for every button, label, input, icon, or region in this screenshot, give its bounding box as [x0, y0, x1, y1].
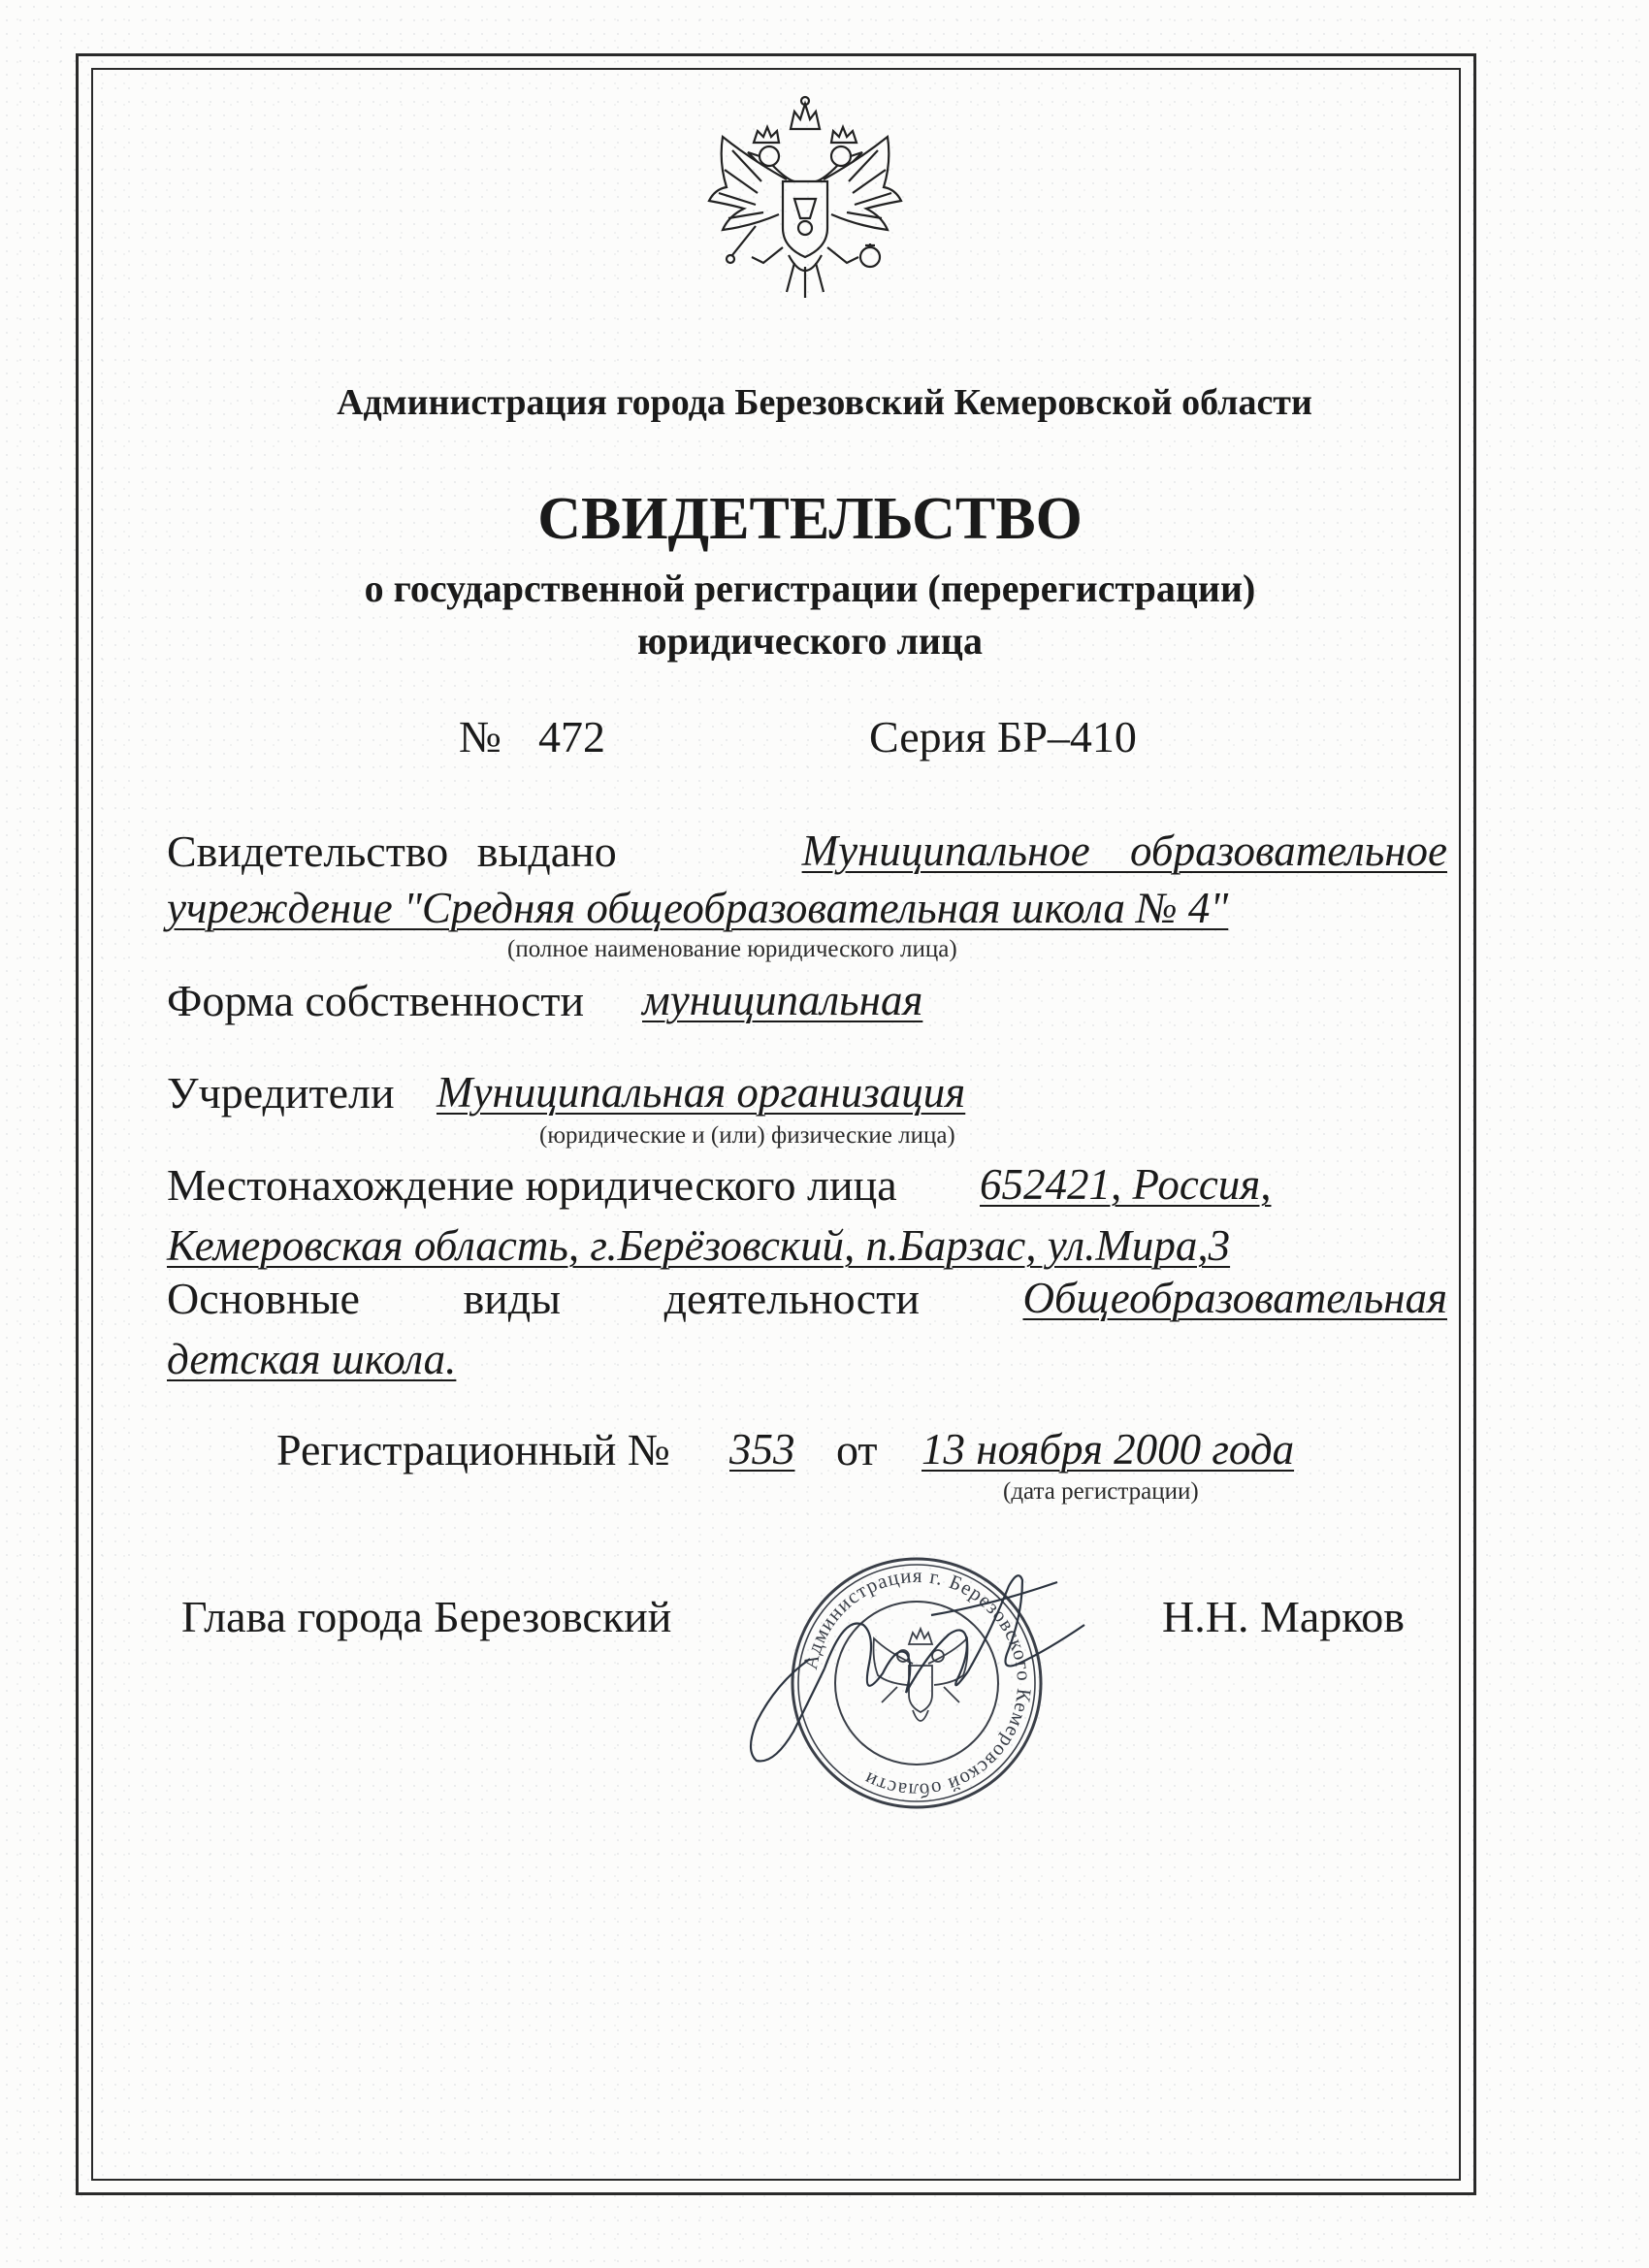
- issued-caption: (полное наименование юридического лица): [507, 936, 957, 962]
- location-value-line-2: Кемеровская область, г.Берёзовский, п.Барзас, ул.Мира,3: [167, 1221, 1231, 1270]
- issued-value-line-2: учреждение "Средняя общеобразовательная школа № 4": [167, 884, 1229, 932]
- activities-value-line-2: детская школа.: [167, 1335, 457, 1383]
- registration-date-caption: (дата регистрации): [1003, 1478, 1199, 1505]
- location-label: Местонахождение юридического лица: [167, 1160, 897, 1210]
- number-label: №: [459, 712, 501, 761]
- signatory-position: Глава города Березовский: [181, 1592, 672, 1641]
- issued-label: Свидетельство выдано: [167, 826, 617, 876]
- activities-label-word-2: виды: [463, 1274, 562, 1323]
- coat-of-arms-emblem: [694, 92, 917, 310]
- registration-label: Регистрационный №: [276, 1425, 670, 1474]
- handwritten-signature: [698, 1557, 1106, 1780]
- founders-caption: (юридические и (или) физические лица): [539, 1122, 955, 1149]
- stamp-ring-text: Администрация г. Березовского Кемеровской области: [797, 1563, 1037, 1803]
- location-value-line-1: 652421, Россия,: [980, 1160, 1272, 1209]
- activities-line-1: [167, 1273, 1447, 1324]
- certificate-series: Серия БР–410: [869, 712, 1137, 761]
- issuing-authority: Администрация города Березовский Кемеровской области: [337, 382, 1312, 423]
- activities-label-word-3: деятельности: [663, 1274, 920, 1323]
- founders-label: Учредители: [167, 1068, 395, 1118]
- founders-value: Муниципальная организация: [436, 1068, 966, 1117]
- ownership-label: Форма собственности: [167, 976, 585, 1025]
- document-subtitle-line-2: юридического лица: [637, 619, 983, 663]
- issued-line-1: [167, 826, 1447, 877]
- registration-number: 353: [729, 1425, 795, 1474]
- issued-value-line-1: Муниципальное образовательное: [801, 826, 1447, 875]
- ownership-value: муниципальная: [642, 976, 923, 1024]
- activities-label-word-1: Основные: [167, 1274, 360, 1323]
- document-title: СВИДЕТЕЛЬСТВО: [537, 486, 1083, 552]
- registration-date: 13 ноября 2000 года: [922, 1425, 1295, 1474]
- registration-from: от: [836, 1425, 878, 1474]
- certificate-number: 472: [538, 712, 605, 761]
- document-subtitle-line-1: о государственной регистрации (перерегистрации): [364, 567, 1256, 610]
- signatory-name: Н.Н. Марков: [1162, 1592, 1405, 1641]
- activities-value-line-1: Общеобразовательная: [1022, 1274, 1447, 1322]
